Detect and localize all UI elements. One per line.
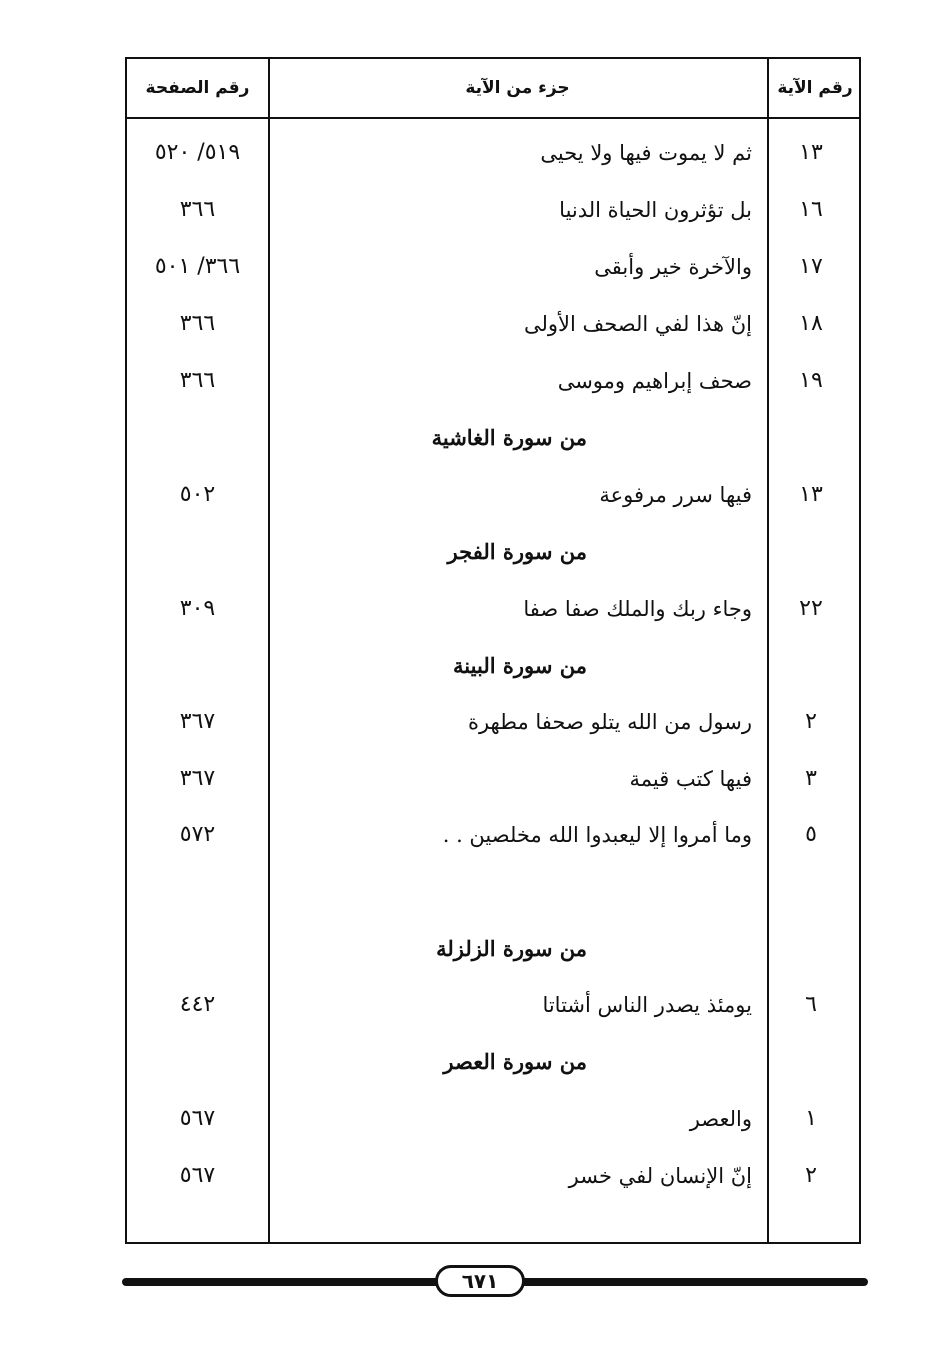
table-row <box>127 304 859 344</box>
ayah-text: والعصر <box>689 1107 752 1131</box>
header-ayah-number: رقم الآية <box>777 78 853 98</box>
ayah-number: ١٧ <box>799 254 823 279</box>
ayah-number: ٢٢ <box>799 596 823 621</box>
ayah-number: ١ <box>805 1106 817 1131</box>
page-ref: ٣٦٧ <box>179 766 216 791</box>
ayah-number: ١٨ <box>799 311 823 336</box>
table-row <box>127 589 859 629</box>
ayah-number: ٢ <box>805 1163 817 1188</box>
ayah-text: بل تؤثرون الحياة الدنيا <box>559 198 752 222</box>
surah-heading: من سورة الفجر <box>447 539 587 564</box>
page-ref: ٣٦٦ <box>179 197 216 222</box>
table-row <box>127 475 859 515</box>
page-footer <box>122 1262 868 1302</box>
ayah-number: ١٣ <box>799 482 823 507</box>
page-ref: ٣٦٦ <box>179 311 216 336</box>
table-row <box>127 1156 859 1196</box>
ayah-number: ١٦ <box>799 197 823 222</box>
page-ref: ٥٦٧ <box>179 1163 216 1188</box>
ayah-text: فيها كتب قيمة <box>629 767 752 791</box>
ayah-number: ١٩ <box>799 368 823 393</box>
ayah-number: ٦ <box>805 992 817 1017</box>
ayah-text: يومئذ يصدر الناس أشتاتا <box>542 993 752 1017</box>
table-row <box>127 759 859 799</box>
ayah-number: ١٣ <box>799 140 823 165</box>
ayah-text: والآخرة خير وأبقى <box>594 255 752 279</box>
surah-heading: من سورة الزلزلة <box>436 936 587 961</box>
header-divider <box>127 117 859 119</box>
ayah-text: رسول من الله يتلو صحفا مطهرة <box>467 710 752 734</box>
column-divider-page <box>268 59 270 1242</box>
table-row <box>127 985 859 1025</box>
page-ref: ٣٠٩ <box>179 596 216 621</box>
table-row <box>127 247 859 287</box>
ayah-text: إنّ الإنسان لفي خسر <box>568 1164 752 1188</box>
table-row <box>127 361 859 401</box>
table-row <box>127 702 859 742</box>
ayah-text: فيها سرر مرفوعة <box>599 483 752 507</box>
page-ref: ٥١٩/ ٥٢٠ <box>154 140 241 165</box>
page-ref: ٥٠٢ <box>179 482 216 507</box>
table-row <box>127 1099 859 1139</box>
surah-heading: من سورة الغاشية <box>431 425 587 450</box>
table-row <box>127 133 859 173</box>
ayah-number: ٥ <box>805 822 817 847</box>
index-table <box>125 57 861 1244</box>
surah-heading: من سورة العصر <box>443 1049 587 1074</box>
ayah-text: إنّ هذا لفي الصحف الأولى <box>523 312 752 336</box>
ayah-number: ٣ <box>805 766 817 791</box>
header-ayah-part: جزء من الآية <box>465 78 570 98</box>
ayah-text: وجاء ربك والملك صفا صفا <box>523 597 752 621</box>
page-number: ٦٧١ <box>435 1265 525 1297</box>
table-row <box>127 190 859 230</box>
page-ref: ٣٦٦ <box>179 368 216 393</box>
page-ref: ٤٤٢ <box>179 992 216 1017</box>
header-page-number: رقم الصفحة <box>145 78 250 98</box>
table-row <box>127 815 859 855</box>
ayah-text: وما أمروا إلا ليعبدوا الله مخلصين . . <box>442 823 752 847</box>
ayah-number: ٢ <box>805 709 817 734</box>
page-ref: ٣٦٦/ ٥٠١ <box>154 254 241 279</box>
page-ref: ٥٦٧ <box>179 1106 216 1131</box>
page-ref: ٣٦٧ <box>179 709 216 734</box>
ayah-text: صحف إبراهيم وموسى <box>557 369 752 393</box>
column-divider-ayah <box>767 59 769 1242</box>
surah-heading: من سورة البينة <box>453 653 587 678</box>
ayah-text: ثم لا يموت فيها ولا يحيى <box>540 141 752 165</box>
page-ref: ٥٧٢ <box>179 822 216 847</box>
